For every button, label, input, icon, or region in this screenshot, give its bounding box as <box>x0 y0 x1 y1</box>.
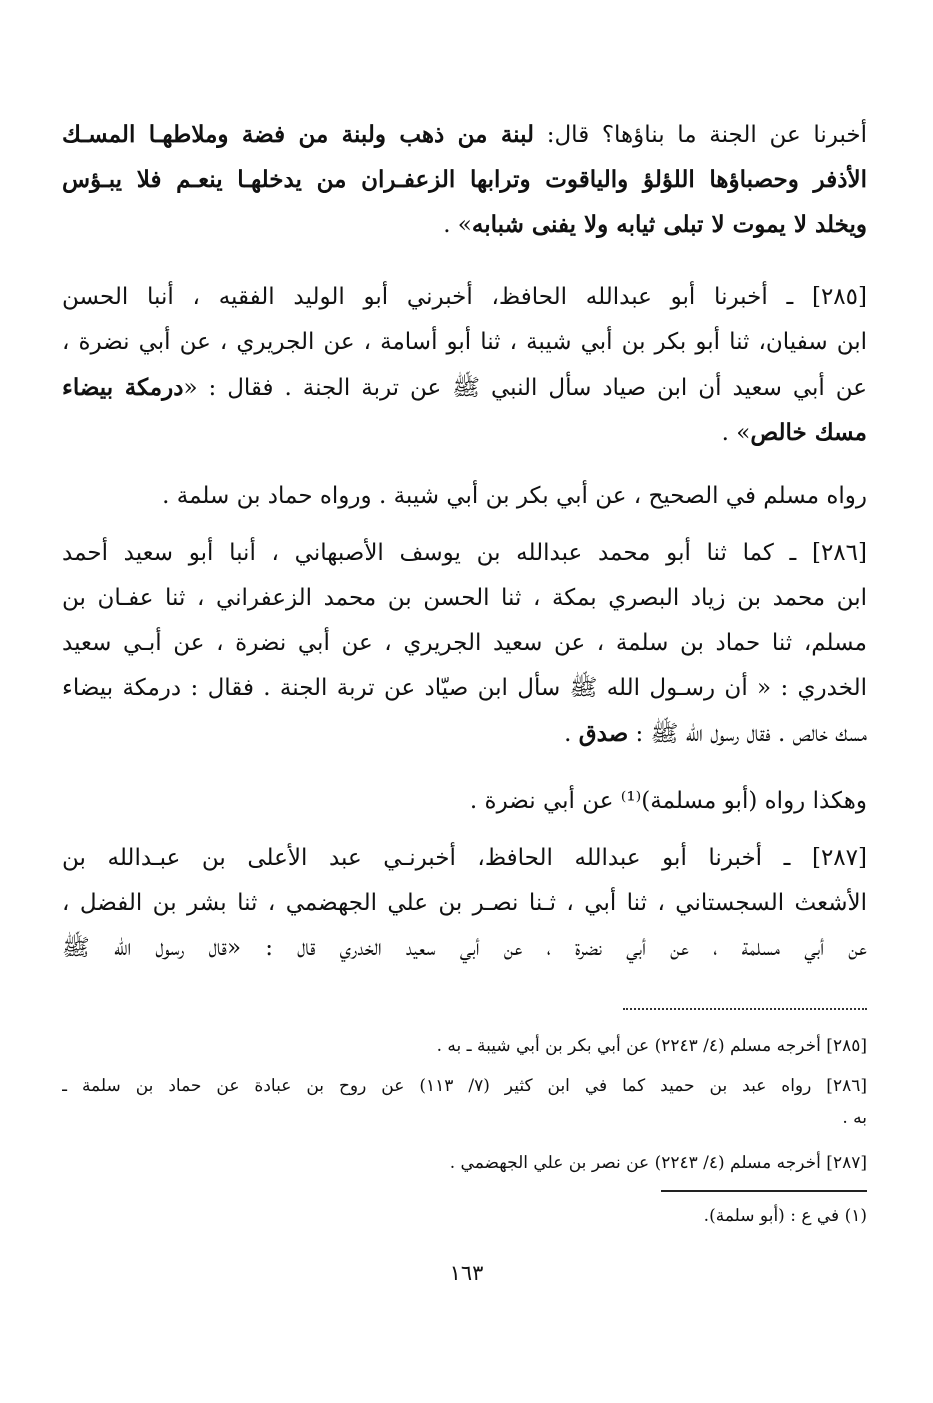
bold-text-span: درمكة بيضاء <box>62 374 184 401</box>
footnote-line: (١) في ع : (أبو سلمة). <box>703 1206 867 1226</box>
text-line <box>62 711 867 756</box>
footnote-line: به . <box>842 1108 867 1128</box>
text-line <box>62 112 867 157</box>
text-line: الأذفر وحصباؤها اللؤلؤ والياقوت وترابها الزعفـران من يدخلهـا ينعـم فلا يبـؤس <box>62 166 867 193</box>
text-line: عن أبي مسلمة ، عن أبي نضرة ، عن أبي سعيد الخدري قال : «قال رسول الله ﷺ <box>62 935 867 961</box>
hadith-287 <box>62 836 867 971</box>
text-line: وهكذا رواه (أبو مسلمة)⁽¹⁾ عن أبي نضرة . <box>469 788 867 814</box>
footnote-divider-solid <box>661 1190 867 1192</box>
hadith-285 <box>62 275 867 455</box>
text-line: ابن سفيان، ثنا أبو بكر بن أبي شيبة ، ثنا أبو أسامة ، عن الجريري ، عن أبي نضرة ، <box>62 329 867 355</box>
footnote-line: [٢٨٧] أخرجه مسلم (٤/ ٢٢٤٣) عن نصر بن علي الجهضمي . <box>449 1153 867 1173</box>
narration-note <box>62 474 867 519</box>
text-line: رواه مسلم في الصحيح ، عن أبي بكر بن أبي شيبة . ورواه حماد بن سلمة . <box>162 483 867 509</box>
text-span: » . <box>443 212 472 238</box>
bold-text-span: صدق <box>578 720 629 747</box>
footnote-divider-dotted <box>623 1008 867 1010</box>
page-number: ١٦٣ <box>449 1261 484 1285</box>
bold-text-span: ويخلد لا يموت لا تبلى ثيابه ولا يفنى شبابه <box>471 211 867 238</box>
footnote-286 <box>62 1070 867 1134</box>
text-line: [٢٨٧] ـ أخبرنا أبو عبدالله الحافظ، أخبرنـي عبد الأعلى بن عبـدالله بن <box>62 845 867 871</box>
text-line: الأشعث السجستاني ، ثنا أبي ، ثـنا نصـر بن علي الجهضمي ، ثنا بشر بن الفضل ، <box>62 890 867 916</box>
text-span: » . <box>721 420 751 446</box>
bold-text-span: لبنة من ذهب ولبنة من فضة وملاطهـا المسـك <box>62 121 535 148</box>
text-span: . <box>564 721 579 747</box>
text-line: [٢٨٥] ـ أخبرنا أبو عبدالله الحافظ، أخبرني أبو الوليد الفقيه ، أنبا الحسن <box>62 284 867 310</box>
text-span: أخبرنا عن الجنة ما بناؤها؟ قال: <box>534 122 867 148</box>
text-span: عن أبي سعيد أن ابن صياد سأل النبي ﷺ عن تربة الجنة . فقال : « <box>183 375 867 401</box>
text-span: مسك خالص . فقال رسول الله ﷺ : <box>628 721 867 747</box>
text-line <box>62 410 867 455</box>
text-line <box>62 202 867 247</box>
footnote-line: [٢٨٦] رواه عبد بن حميد كما في ابن كثير (٧/ ١١٣) عن روح بن عبادة عن حماد بن سلمة ـ <box>62 1076 867 1096</box>
text-line: ابن محمد بن زياد البصري بمكة ، ثنا الحسن بن محمد الزعفراني ، ثنا عفـان بن <box>62 585 867 611</box>
narration-note <box>62 779 867 824</box>
text-line: الخدري : « أن رسـول الله ﷺ سأل ابن صيّاد عن تربة الجنة . فقال : درمكة بيضاء <box>62 675 867 701</box>
hadith-286 <box>62 531 867 756</box>
footnote-287 <box>62 1147 867 1179</box>
variant-note <box>62 1200 867 1232</box>
text-line: [٢٨٦] ـ كما ثنا أبو محمد عبدالله بن يوسف الأصبهاني ، أنبا أبو سعيد أحمد <box>62 540 867 566</box>
paragraph-continuation <box>62 112 867 247</box>
footnote-line: [٢٨٥] أخرجه مسلم (٤/ ٢٢٤٣) عن أبي بكر بن أبي شيبة ـ به . <box>436 1036 867 1056</box>
text-line <box>62 365 867 410</box>
bold-text-span: مسك خالص <box>750 419 867 446</box>
footnote-285 <box>62 1030 867 1062</box>
text-line: مسلم، ثنا حماد بن سلمة ، عن سعيد الجريري ، عن أبي نضرة ، عن أبـي سعيد <box>62 630 867 656</box>
